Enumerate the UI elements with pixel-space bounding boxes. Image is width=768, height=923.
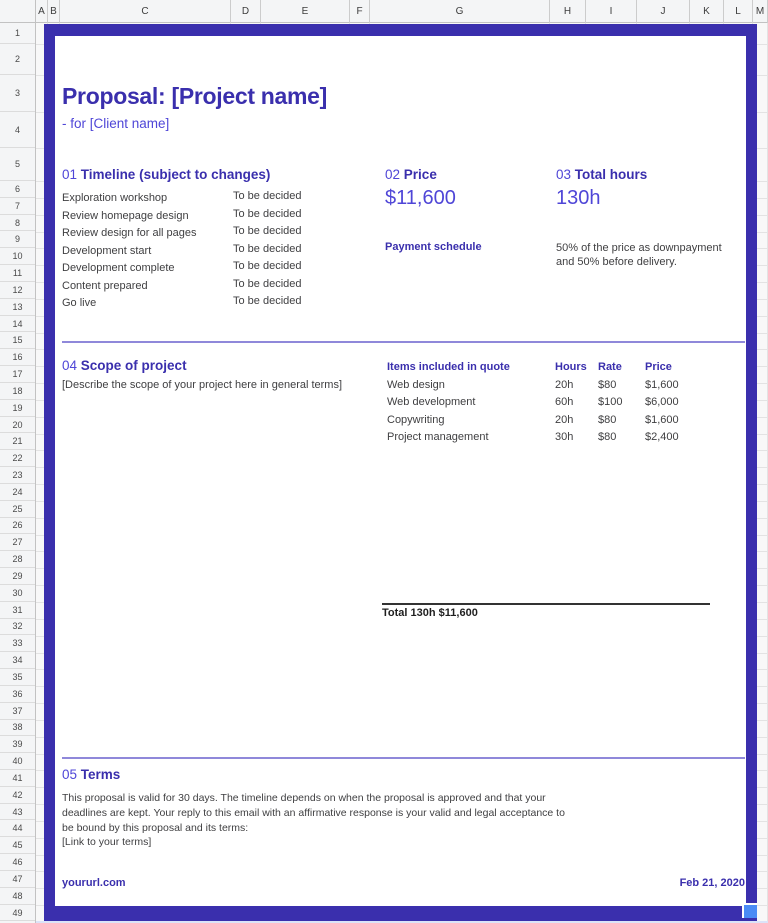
quote-price: $6,000	[645, 396, 679, 408]
row-header-7[interactable]: 7	[0, 198, 35, 215]
quote-row[interactable]	[382, 394, 717, 412]
timeline-item-value: To be decided	[233, 260, 302, 272]
quote-hours: 20h	[555, 378, 574, 391]
row-header-16[interactable]: 16	[0, 349, 35, 366]
scope-description[interactable]: [Describe the scope of your project here in general terms]	[62, 379, 343, 391]
section-05-heading[interactable]	[62, 767, 120, 782]
section-04-number: 04	[62, 358, 78, 373]
row-header-34[interactable]: 34	[0, 652, 35, 669]
column-header-L[interactable]: L	[724, 0, 753, 23]
row-header-9[interactable]: 9	[0, 231, 35, 248]
timeline-item-label: Review homepage design	[62, 209, 189, 222]
row-header-30[interactable]: 30	[0, 585, 35, 602]
quote-col-hours: Hours	[555, 361, 587, 373]
quote-rate: $80	[598, 431, 617, 443]
timeline-row[interactable]	[62, 206, 372, 224]
column-header-M[interactable]: M	[753, 0, 768, 23]
column-header-I[interactable]: I	[586, 0, 637, 23]
timeline-row[interactable]	[62, 276, 372, 294]
page-subtitle[interactable]: - for [Client name]	[62, 116, 170, 131]
quote-price: $2,400	[645, 431, 679, 443]
row-header-31[interactable]: 31	[0, 602, 35, 619]
row-header-26[interactable]: 26	[0, 518, 35, 535]
section-03-heading[interactable]	[556, 167, 647, 182]
quote-hours: 30h	[555, 431, 574, 443]
timeline-row[interactable]	[62, 258, 372, 276]
section-divider	[62, 341, 745, 343]
section-01-number: 01	[62, 167, 78, 182]
column-header-E[interactable]: E	[261, 0, 350, 23]
quote-total-row[interactable]	[382, 605, 717, 623]
column-header-F[interactable]: F	[350, 0, 370, 23]
row-header-29[interactable]: 29	[0, 568, 35, 585]
row-header-23[interactable]: 23	[0, 467, 35, 484]
terms-body[interactable]: This proposal is valid for 30 days. The timeline depends on when the proposal is approved and that your deadlines are kept. Your reply to this email with an affirmative response is your valid and legal acceptance to be bound by this proposal and its terms:	[62, 792, 565, 834]
row-header-41[interactable]: 41	[0, 770, 35, 787]
section-01-title: Timeline (subject to changes)	[80, 167, 271, 182]
row-header-49[interactable]: 49	[0, 905, 35, 922]
row-header-36[interactable]: 36	[0, 686, 35, 703]
row-header-48[interactable]: 48	[0, 888, 35, 905]
quote-item: Web design	[387, 378, 445, 391]
quote-row[interactable]	[382, 377, 717, 395]
column-header-bar	[0, 0, 768, 23]
row-header-25[interactable]: 25	[0, 501, 35, 518]
row-header-20[interactable]: 20	[0, 417, 35, 434]
proposal-document	[44, 24, 757, 921]
row-header-28[interactable]: 28	[0, 551, 35, 568]
row-header-10[interactable]: 10	[0, 248, 35, 265]
quote-col-items: Items included in quote	[387, 361, 510, 373]
timeline-item-value: To be decided	[233, 190, 302, 202]
quote-col-rate: Rate	[598, 361, 622, 373]
timeline-item-label: Development start	[62, 244, 152, 257]
row-header-47[interactable]: 47	[0, 871, 35, 888]
quote-table	[382, 359, 717, 619]
quote-row[interactable]	[382, 429, 717, 447]
row-header-18[interactable]: 18	[0, 383, 35, 400]
row-header-32[interactable]: 32	[0, 619, 35, 636]
quote-row[interactable]	[382, 412, 717, 430]
page-title[interactable]: Proposal: [Project name]	[62, 83, 328, 109]
column-header-B[interactable]: B	[48, 0, 60, 23]
row-header-37[interactable]: 37	[0, 703, 35, 720]
proposal-page	[55, 36, 746, 906]
row-header-22[interactable]: 22	[0, 450, 35, 467]
timeline-row[interactable]	[62, 241, 372, 259]
quote-total-label: Total	[382, 607, 408, 619]
timeline-item-label: Go live	[62, 297, 97, 309]
section-04-heading[interactable]	[62, 358, 187, 373]
timeline-item-label: Review design for all pages	[62, 227, 197, 239]
timeline-item-value: To be decided	[233, 242, 302, 255]
timeline-item-label: Exploration workshop	[62, 192, 168, 204]
row-header-40[interactable]: 40	[0, 753, 35, 770]
payment-schedule-note[interactable]: 50% of the price as downpayment and 50% before delivery.	[556, 242, 722, 268]
section-01-heading[interactable]	[62, 167, 270, 182]
row-header-3[interactable]: 3	[0, 75, 35, 112]
section-03-title: Total hours	[574, 167, 648, 182]
section-03-number: 03	[556, 167, 572, 182]
row-header-39[interactable]: 39	[0, 736, 35, 753]
column-header-G[interactable]: G	[370, 0, 550, 23]
quote-hours: 60h	[555, 396, 574, 408]
footer-url[interactable]: yoururl.com	[62, 877, 126, 889]
quote-rate: $80	[598, 378, 617, 391]
selection-fill-handle[interactable]	[742, 903, 757, 918]
footer-date[interactable]: Feb 21, 2020	[679, 877, 745, 889]
timeline-item-value: To be decided	[233, 225, 302, 237]
quote-hours: 20h	[555, 413, 574, 426]
column-header-A[interactable]: A	[36, 0, 48, 23]
section-04-title: Scope of project	[80, 358, 187, 373]
row-header-bar	[0, 23, 36, 923]
row-header-4[interactable]: 4	[0, 112, 35, 148]
quote-header-row[interactable]	[382, 359, 717, 377]
row-header-35[interactable]: 35	[0, 669, 35, 686]
row-header-27[interactable]: 27	[0, 534, 35, 551]
row-header-14[interactable]: 14	[0, 316, 35, 333]
column-header-H[interactable]: H	[550, 0, 586, 23]
row-header-13[interactable]: 13	[0, 299, 35, 316]
section-divider	[62, 757, 745, 759]
quote-total-hours: 130h	[410, 607, 436, 619]
row-header-5[interactable]: 5	[0, 148, 35, 181]
price-amount[interactable]: $11,600	[385, 187, 456, 209]
timeline-item-value: To be decided	[233, 295, 302, 307]
timeline-item-label: Content prepared	[62, 279, 148, 292]
terms-link[interactable]: [Link to your terms]	[62, 836, 152, 848]
row-header-33[interactable]: 33	[0, 635, 35, 652]
section-05-number: 05	[62, 767, 78, 782]
row-header-12[interactable]: 12	[0, 282, 35, 299]
quote-rate: $80	[598, 413, 617, 426]
timeline-row[interactable]	[62, 188, 372, 206]
row-header-17[interactable]: 17	[0, 366, 35, 383]
row-header-11[interactable]: 11	[0, 265, 35, 282]
timeline-list	[62, 188, 372, 311]
quote-item: Project management	[387, 431, 489, 443]
quote-item: Copywriting	[387, 413, 445, 426]
payment-schedule-label[interactable]: Payment schedule	[385, 241, 482, 253]
row-header-19[interactable]: 19	[0, 400, 35, 417]
section-02-title: Price	[403, 167, 437, 182]
row-header-44[interactable]: 44	[0, 820, 35, 837]
row-header-15[interactable]: 15	[0, 332, 35, 349]
row-header-8[interactable]: 8	[0, 215, 35, 232]
section-02-heading[interactable]	[385, 167, 437, 182]
section-05-title: Terms	[80, 767, 121, 782]
total-hours-amount[interactable]: 130h	[556, 187, 601, 209]
row-header-1[interactable]: 1	[0, 23, 35, 44]
column-header-J[interactable]: J	[637, 0, 690, 23]
quote-total-price: $11,600	[438, 607, 478, 619]
timeline-item-value: To be decided	[233, 277, 302, 290]
timeline-row[interactable]	[62, 223, 372, 241]
row-header-2[interactable]: 2	[0, 44, 35, 75]
row-header-43[interactable]: 43	[0, 804, 35, 821]
quote-price: $1,600	[645, 413, 679, 426]
section-02-number: 02	[385, 167, 401, 182]
quote-price: $1,600	[645, 378, 679, 391]
row-header-38[interactable]: 38	[0, 720, 35, 737]
row-header-45[interactable]: 45	[0, 837, 35, 854]
row-header-24[interactable]: 24	[0, 484, 35, 501]
timeline-item-label: Development complete	[62, 262, 175, 274]
timeline-item-value: To be decided	[233, 207, 302, 220]
select-all-corner[interactable]	[0, 0, 36, 23]
column-header-D[interactable]: D	[231, 0, 261, 23]
column-header-C[interactable]: C	[60, 0, 231, 23]
row-header-21[interactable]: 21	[0, 433, 35, 450]
quote-col-price: Price	[645, 361, 672, 373]
timeline-row[interactable]	[62, 293, 372, 311]
row-header-42[interactable]: 42	[0, 787, 35, 804]
column-header-K[interactable]: K	[690, 0, 724, 23]
quote-item: Web development	[387, 396, 476, 408]
row-header-46[interactable]: 46	[0, 854, 35, 871]
quote-rate: $100	[598, 396, 623, 408]
row-header-6[interactable]: 6	[0, 181, 35, 198]
